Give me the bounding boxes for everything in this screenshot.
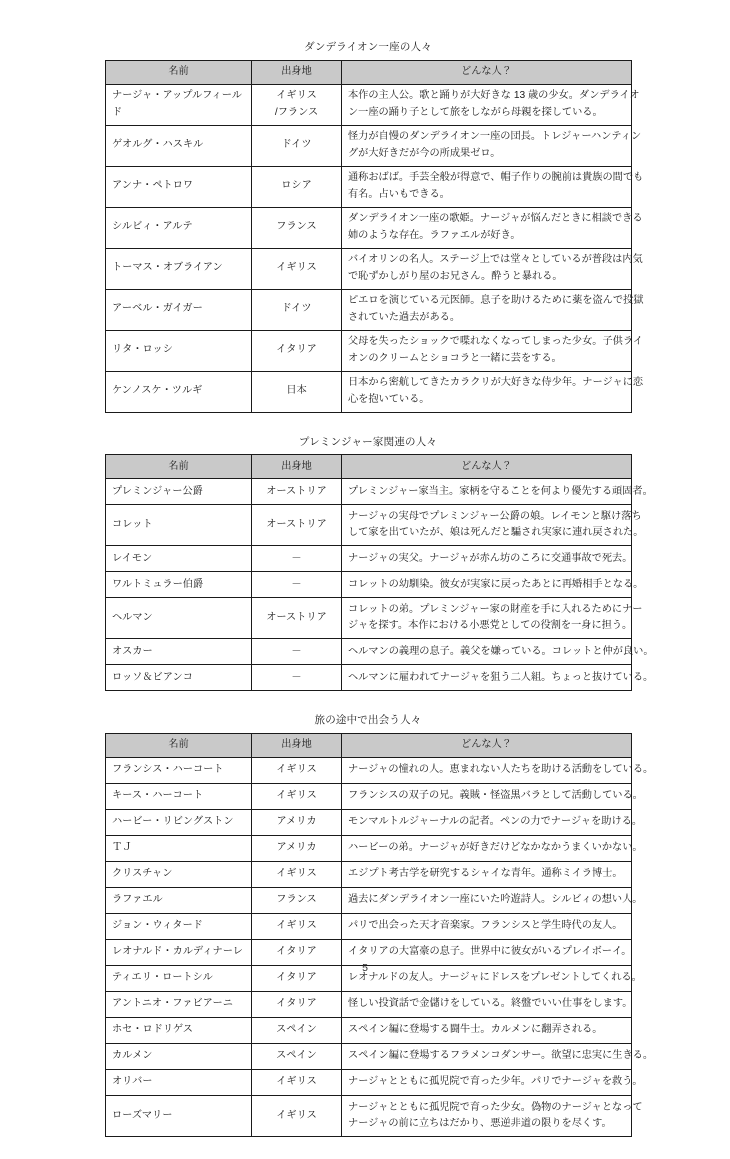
table-block — [105, 40, 644, 413]
column-header-origin: 出身地 — [252, 60, 342, 84]
cell-character-name: ハービー・リビングストン — [106, 810, 252, 836]
cell-character-name: ＴＪ — [106, 836, 252, 862]
cell-description — [342, 248, 643, 289]
description-line: 心を抱いている。 — [348, 393, 430, 405]
cell-origin — [252, 248, 342, 289]
description-line: フランシスの双子の兄。義賊・怪盗黒バラとして活動している。 — [348, 790, 643, 802]
cell-origin — [252, 505, 342, 546]
cell-description — [342, 505, 644, 546]
cell-description — [342, 546, 632, 572]
origin-line: イタリア — [276, 344, 317, 356]
cell-character-name: オスカー — [106, 639, 252, 665]
origin-line: /フランス — [274, 106, 319, 118]
table-row — [106, 546, 632, 572]
table-row — [106, 914, 632, 940]
description-line: バイオリンの名人。ステージ上では堂々としているが普段は内気 — [348, 254, 643, 266]
description-line: ナージャとともに孤児院で育った少女。偽物のナージャとなって — [348, 1101, 643, 1113]
column-header-description: どんな人？ — [342, 734, 632, 758]
description-line: パリで出会った天才音楽家。フランシスと学生時代の友人。 — [348, 920, 623, 932]
cell-origin — [252, 1044, 342, 1070]
description-line: オンのクリームとショコラと一緒に芸をする。 — [348, 352, 562, 364]
cell-description — [342, 125, 642, 166]
column-header-description: どんな人？ — [342, 60, 632, 84]
table-row — [106, 572, 632, 598]
cell-character-name: アントニオ・ファビアーニ — [106, 992, 252, 1018]
cell-origin — [252, 758, 342, 784]
cell-character-name: ホセ・ロドリゲス — [106, 1018, 252, 1044]
column-header-description: どんな人？ — [342, 455, 632, 479]
origin-line: 日本 — [286, 385, 307, 397]
description-line: ナージャの実父。ナージャが赤ん坊のころに交通事故で死去。 — [348, 552, 633, 564]
cell-character-name: ナージャ・アップルフィールド — [106, 84, 252, 125]
description-line: で恥ずかしがり屋のお兄さん。酔うと暴れる。 — [348, 270, 563, 282]
origin-line: イギリス — [276, 920, 317, 932]
description-line: グが大好きだが今の所成果ゼロ。 — [348, 147, 501, 159]
description-line: 怪力が自慢のダンデライオン一座の団長。トレジャーハンティン — [348, 131, 642, 143]
character-table — [105, 454, 654, 691]
table-caption: プレミンジャー家関連の人々 — [298, 435, 438, 448]
cell-character-name: アーベル・ガイガー — [106, 289, 252, 330]
cell-character-name: オリバー — [106, 1070, 252, 1096]
description-line: スペイン編に登場するフラメンコダンサー。欲望に忠実に生きる。 — [348, 1050, 654, 1062]
origin-line: イギリス — [276, 764, 317, 776]
origin-line: － — [291, 645, 302, 657]
origin-line: スペイン — [276, 1050, 317, 1062]
table-header-row — [106, 455, 632, 479]
cell-character-name: ケンノスケ・ツルギ — [106, 371, 252, 412]
table-header-row — [106, 734, 632, 758]
cell-description — [342, 810, 643, 836]
cell-description — [342, 1096, 643, 1137]
table-row — [106, 84, 632, 125]
column-header-origin: 出身地 — [252, 455, 342, 479]
cell-description — [342, 1018, 632, 1044]
table-row — [106, 639, 632, 665]
cell-description — [342, 1070, 643, 1096]
table-caption: 旅の途中で出会う人々 — [314, 714, 422, 727]
column-header-origin: 出身地 — [252, 734, 342, 758]
origin-line: イギリス — [276, 90, 317, 102]
table-row — [106, 598, 632, 639]
origin-line: ドイツ — [281, 303, 312, 315]
cell-character-name: カルメン — [106, 1044, 252, 1070]
description-line: 過去にダンデライオン一座にいた吟遊詩人。シルビィの想い人。 — [348, 894, 643, 906]
origin-line: イギリス — [276, 262, 317, 274]
cell-character-name: リタ・ロッシ — [106, 330, 252, 371]
cell-origin — [252, 330, 342, 371]
cell-description — [342, 862, 632, 888]
column-header-name: 名前 — [106, 60, 252, 84]
origin-line: オーストリア — [266, 519, 327, 531]
description-line: イタリアの大富豪の息子。世界中に彼女がいるプレイボーイ。 — [348, 946, 632, 958]
origin-line: フランス — [276, 221, 317, 233]
cell-character-name: トーマス・オブライアン — [106, 248, 252, 289]
description-line: ハービーの弟。ナージャが好きだけどなかなかうまくいかない。 — [348, 842, 643, 854]
table-row — [106, 665, 632, 691]
cell-character-name: レオナルド・カルディナーレ — [106, 940, 252, 966]
description-line: ピエロを演じている元医師。息子を助けるために薬を盗んで投獄 — [348, 295, 644, 307]
origin-line: イタリア — [276, 972, 317, 984]
cell-description — [342, 992, 632, 1018]
cell-character-name: ティエリ・ロートシル — [106, 966, 252, 992]
origin-line: イギリス — [276, 868, 317, 880]
table-row — [106, 248, 632, 289]
cell-description — [342, 1044, 654, 1070]
origin-line: アメリカ — [276, 842, 317, 854]
table-row — [106, 1096, 632, 1137]
table-header-row — [106, 60, 632, 84]
cell-description — [342, 330, 643, 371]
cell-character-name: ワルトミュラー伯爵 — [106, 572, 252, 598]
cell-description — [342, 665, 654, 691]
description-line: 本作の主人公。歌と踊りが大好きな 13 歳の少女。ダンデライオ — [348, 90, 640, 102]
origin-line: アメリカ — [276, 816, 317, 828]
cell-description — [342, 479, 653, 505]
description-line: 怪しい投資話で金儲けをしている。終盤でいい仕事をします。 — [348, 998, 633, 1010]
cell-origin — [252, 862, 342, 888]
description-line: 通称おばば。手芸全般が得意で、帽子作りの腕前は貴族の間でも — [348, 172, 644, 184]
cell-origin — [252, 1096, 342, 1137]
cell-character-name: クリスチャン — [106, 862, 252, 888]
description-line: 姉のような存在。ラファエルが好き。 — [348, 229, 521, 241]
cell-origin — [252, 914, 342, 940]
table-block — [105, 713, 654, 1137]
cell-character-name: ジョン・ウィタード — [106, 914, 252, 940]
cell-origin — [252, 371, 342, 412]
description-line: ン一座の踊り子として旅をしながら母親を探している。 — [348, 106, 603, 118]
cell-character-name: コレット — [106, 505, 252, 546]
cell-character-name: プレミンジャー公爵 — [106, 479, 252, 505]
cell-description — [342, 598, 643, 639]
tables-container — [105, 40, 654, 1159]
cell-origin — [252, 598, 342, 639]
cell-character-name: キース・ハーコート — [106, 784, 252, 810]
description-line: 父母を失ったショックで喋れなくなってしまった少女。子供ライ — [348, 336, 643, 348]
table-row — [106, 479, 632, 505]
description-line: ナージャの前に立ちはだかり、悪逆非道の限りを尽くす。 — [348, 1118, 612, 1130]
cell-character-name: ロッソ＆ビアンコ — [106, 665, 252, 691]
column-header-name: 名前 — [106, 455, 252, 479]
origin-line: フランス — [276, 894, 317, 906]
table-row — [106, 371, 632, 412]
origin-line: スペイン — [276, 1024, 317, 1036]
table-row — [106, 784, 632, 810]
cell-character-name: ラファエル — [106, 888, 252, 914]
description-line: モンマルトルジャーナルの記者。ペンの力でナージャを助ける。 — [348, 816, 643, 828]
origin-line: － — [291, 552, 302, 564]
cell-origin — [252, 810, 342, 836]
cell-description — [342, 784, 643, 810]
description-line: して家を出ていたが、娘は死んだと騙され実家に連れ戻された。 — [348, 527, 644, 539]
table-row — [106, 289, 632, 330]
cell-origin — [252, 836, 342, 862]
cell-origin — [252, 1018, 342, 1044]
cell-character-name: シルビィ・アルテ — [106, 207, 252, 248]
origin-line: イタリア — [276, 946, 317, 958]
table-row — [106, 125, 632, 166]
table-row — [106, 330, 632, 371]
cell-origin — [252, 572, 342, 598]
cell-origin — [252, 665, 342, 691]
cell-character-name: ゲオルグ・ハスキル — [106, 125, 252, 166]
description-line: ダンデライオン一座の歌姫。ナージャが悩んだときに相談できる — [348, 213, 643, 225]
description-line: コレットの幼馴染。彼女が実家に戻ったあとに再婚相手となる。 — [348, 578, 644, 590]
table-row — [106, 166, 632, 207]
table-row — [106, 862, 632, 888]
table-row — [106, 1070, 632, 1096]
table-row — [106, 810, 632, 836]
cell-origin — [252, 784, 342, 810]
cell-character-name: レイモン — [106, 546, 252, 572]
table-row — [106, 992, 632, 1018]
table-block — [105, 435, 654, 692]
table-caption: ダンデライオン一座の人々 — [304, 41, 432, 53]
cell-origin — [252, 639, 342, 665]
origin-line: ドイツ — [281, 139, 312, 151]
column-header-name: 名前 — [106, 734, 252, 758]
cell-origin — [252, 992, 342, 1018]
cell-description — [342, 914, 632, 940]
description-line: ヘルマンの義理の息子。義父を嫌っている。コレットと仲が良い。 — [348, 645, 654, 657]
origin-line: オーストリア — [266, 485, 327, 497]
origin-line: イギリス — [276, 790, 317, 802]
table-row — [106, 888, 632, 914]
cell-description — [342, 758, 654, 784]
cell-origin — [252, 166, 342, 207]
cell-origin — [252, 84, 342, 125]
cell-description — [342, 289, 644, 330]
cell-description — [342, 572, 644, 598]
description-line: されていた過去がある。 — [348, 311, 461, 323]
origin-line: イタリア — [276, 998, 317, 1010]
cell-origin — [252, 125, 342, 166]
cell-character-name: ローズマリー — [106, 1096, 252, 1137]
cell-description — [342, 207, 643, 248]
description-line: スペイン編に登場する闘牛士。カルメンに翻弄される。 — [348, 1024, 603, 1036]
origin-line: － — [291, 578, 302, 590]
description-line: ナージャの憧れの人。恵まれない人たちを助ける活動をしている。 — [348, 764, 654, 776]
description-line: ナージャとともに孤児院で育った少年。パリでナージャを救う。 — [348, 1076, 643, 1088]
page-number: 5 — [362, 962, 368, 974]
cell-description — [342, 371, 644, 412]
description-line: ジャを探す。本作における小悪党としての役割を一身に担う。 — [348, 620, 633, 632]
description-line: ナージャの実母でプレミンジャー公爵の娘。レイモンと駆け落ち — [348, 510, 642, 522]
origin-line: オーストリア — [266, 612, 327, 624]
cell-description — [342, 84, 640, 125]
description-line: ヘルマンに雇われてナージャを狙う二人組。ちょっと抜けている。 — [348, 671, 654, 683]
cell-origin — [252, 546, 342, 572]
table-row — [106, 836, 632, 862]
cell-character-name: アンナ・ペトロワ — [106, 166, 252, 207]
cell-character-name: フランシス・ハーコート — [106, 758, 252, 784]
character-table — [105, 733, 654, 1137]
table-row — [106, 505, 632, 546]
origin-line: イギリス — [276, 1076, 317, 1088]
origin-line: イギリス — [276, 1109, 317, 1121]
table-row — [106, 758, 632, 784]
cell-description — [342, 836, 643, 862]
table-row — [106, 1044, 632, 1070]
cell-origin — [252, 479, 342, 505]
description-line: エジプト考古学を研究するシャイな青年。通称ミイラ博士。 — [348, 868, 623, 880]
origin-line: － — [291, 671, 302, 683]
character-table — [105, 60, 644, 413]
description-line: 日本から密航してきたカラクリが大好きな侍少年。ナージャに恋 — [348, 377, 644, 389]
cell-description — [342, 166, 644, 207]
cell-character-name: ヘルマン — [106, 598, 252, 639]
table-row — [106, 1018, 632, 1044]
description-line: 有名。占いもできる。 — [348, 188, 450, 200]
table-row — [106, 207, 632, 248]
description-line: レオナルドの友人。ナージャにドレスをプレゼントしてくれる。 — [348, 972, 642, 984]
cell-description — [342, 888, 643, 914]
origin-line: ロシア — [281, 180, 312, 192]
cell-origin — [252, 1070, 342, 1096]
description-line: プレミンジャー家当主。家柄を守ることを何より優先する頑固者。 — [348, 485, 653, 497]
cell-description — [342, 639, 654, 665]
cell-origin — [252, 888, 342, 914]
cell-origin — [252, 289, 342, 330]
description-line: コレットの弟。プレミンジャー家の財産を手に入れるためにナー — [348, 603, 643, 615]
cell-origin — [252, 207, 342, 248]
